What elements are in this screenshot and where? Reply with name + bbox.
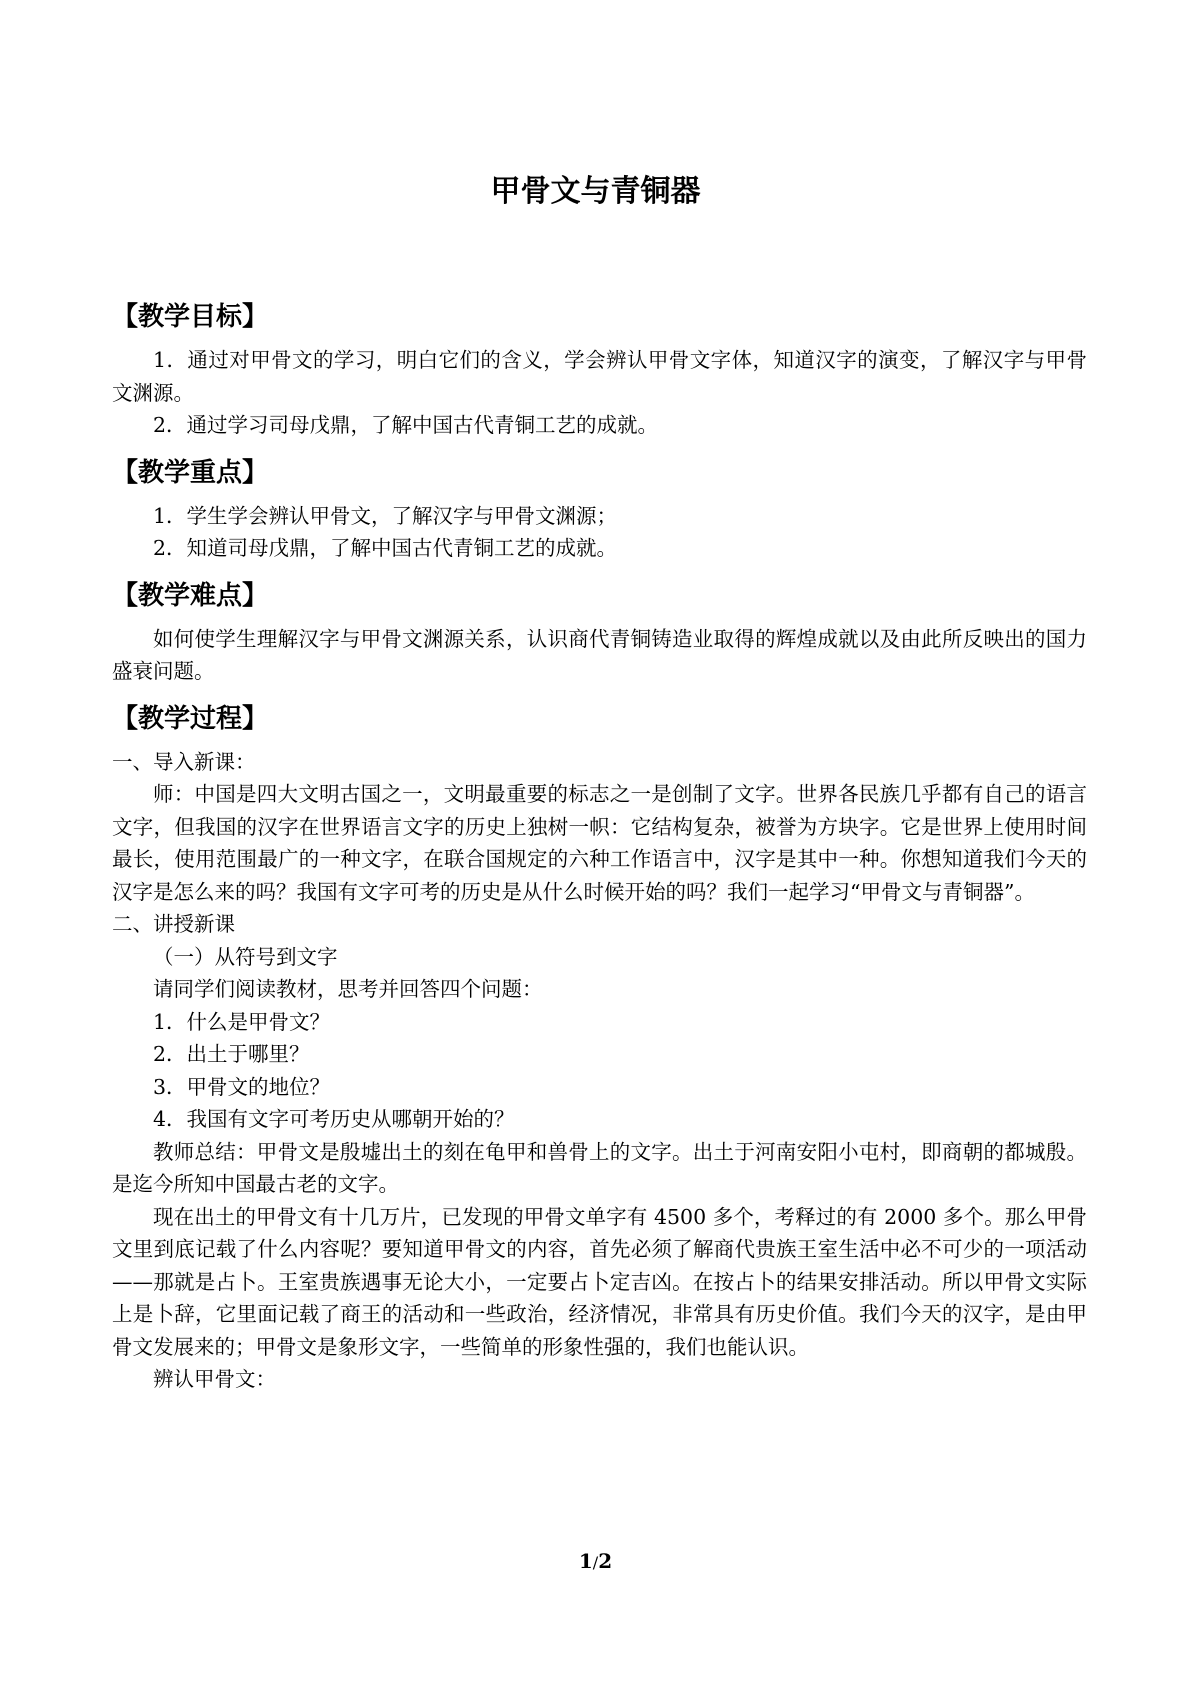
process-sub1-intro: 请同学们阅读教材，思考并回答四个问题： xyxy=(153,977,543,1001)
process-part1-text: 师：中国是四大文明古国之一，文明最重要的标志之一是创制了文字。世界各民族几乎都有自己的语言文字，但我国的汉字在世界语言文字的历史上独树一帜：它结构复杂，被誉为方块字。它是世界上使用时间最长，使用范围最广的一种文字，在联合国规定的六种工作语言中，汉字是其中一种。你想知道我们今天的汉字是怎么来的吗？我国有文字可考的历史是从什么时候开始的吗？我们一起学习“甲骨文与青铜器”。 xyxy=(112,782,1087,904)
section-heading-key-points: 【教学重点】 xyxy=(112,457,269,488)
identify-oracle-bone: 辨认甲骨文： xyxy=(153,1367,276,1391)
question-item-3: 3．甲骨文的地位？ xyxy=(153,1074,331,1099)
goal-item-2: 2．通过学习司母戊鼎，了解中国古代青铜工艺的成就。 xyxy=(153,413,659,437)
section-heading-process: 【教学过程】 xyxy=(112,703,269,734)
page-total: 2 xyxy=(598,1549,613,1573)
teacher-summary: 教师总结：甲骨文是殷墟出土的刻在龟甲和兽骨上的文字。出土于河南安阳小屯村，即商朝的都城殷。是迄今所知中国最古老的文字。 xyxy=(112,1139,1087,1196)
question-item-4: 4．我国有文字可考历史从哪朝开始的？ xyxy=(153,1107,515,1131)
goal-item-1: 1．通过对甲骨文的学习，明白它们的含义，学会辨认甲骨文字体，知道汉字的演变，了解汉字与甲骨文渊源。 xyxy=(112,348,1087,405)
question-item-2: 2．出土于哪里？ xyxy=(153,1042,310,1066)
document-body xyxy=(112,300,1087,1396)
process-part1-title: 一、导入新课： xyxy=(112,749,256,774)
page-separator: / xyxy=(592,1553,599,1572)
key-point-item-2: 2．知道司母戊鼎，了解中国古代青铜工艺的成就。 xyxy=(153,536,618,560)
section-heading-goals: 【教学目标】 xyxy=(112,302,269,332)
oracle-bone-detail: 现在出土的甲骨文有十几万片，已发现的甲骨文单字有 4500 多个，考释过的有 2000 多个。那么甲骨文里到底记载了什么内容呢？要知道甲骨文的内容，首先必须了解商代贵族王室生活中必不可少的一项活动——那就是占卜。王室贵族遇事无论大小，一定要占卜定吉凶。在按占卜的结果安排活动。所以甲骨文实际上是卜辞，它里面记载了商王的活动和一些政治，经济情况，非常具有历史价值。我们今天的汉字，是由甲骨文发展来的；甲骨文是象形文字，一些简单的形象性强的，我们也能认识。 xyxy=(112,1204,1087,1359)
page-number xyxy=(0,1548,1191,1576)
key-point-item-1: 1．学生学会辨认甲骨文，了解汉字与甲骨文渊源； xyxy=(153,503,618,528)
section-heading-difficulties: 【教学难点】 xyxy=(112,580,269,611)
page-current: 1 xyxy=(578,1549,593,1573)
question-item-1: 1．什么是甲骨文？ xyxy=(153,1009,331,1034)
difficulty-item-1: 如何使学生理解汉字与甲骨文渊源关系，认识商代青铜铸造业取得的辉煌成就以及由此所反映出的国力盛衰问题。 xyxy=(112,626,1087,683)
process-sub1-title: （一）从符号到文字 xyxy=(153,944,338,969)
document-title: 甲骨文与青铜器 xyxy=(490,174,701,209)
process-part2-title: 二、讲授新课 xyxy=(112,912,235,936)
